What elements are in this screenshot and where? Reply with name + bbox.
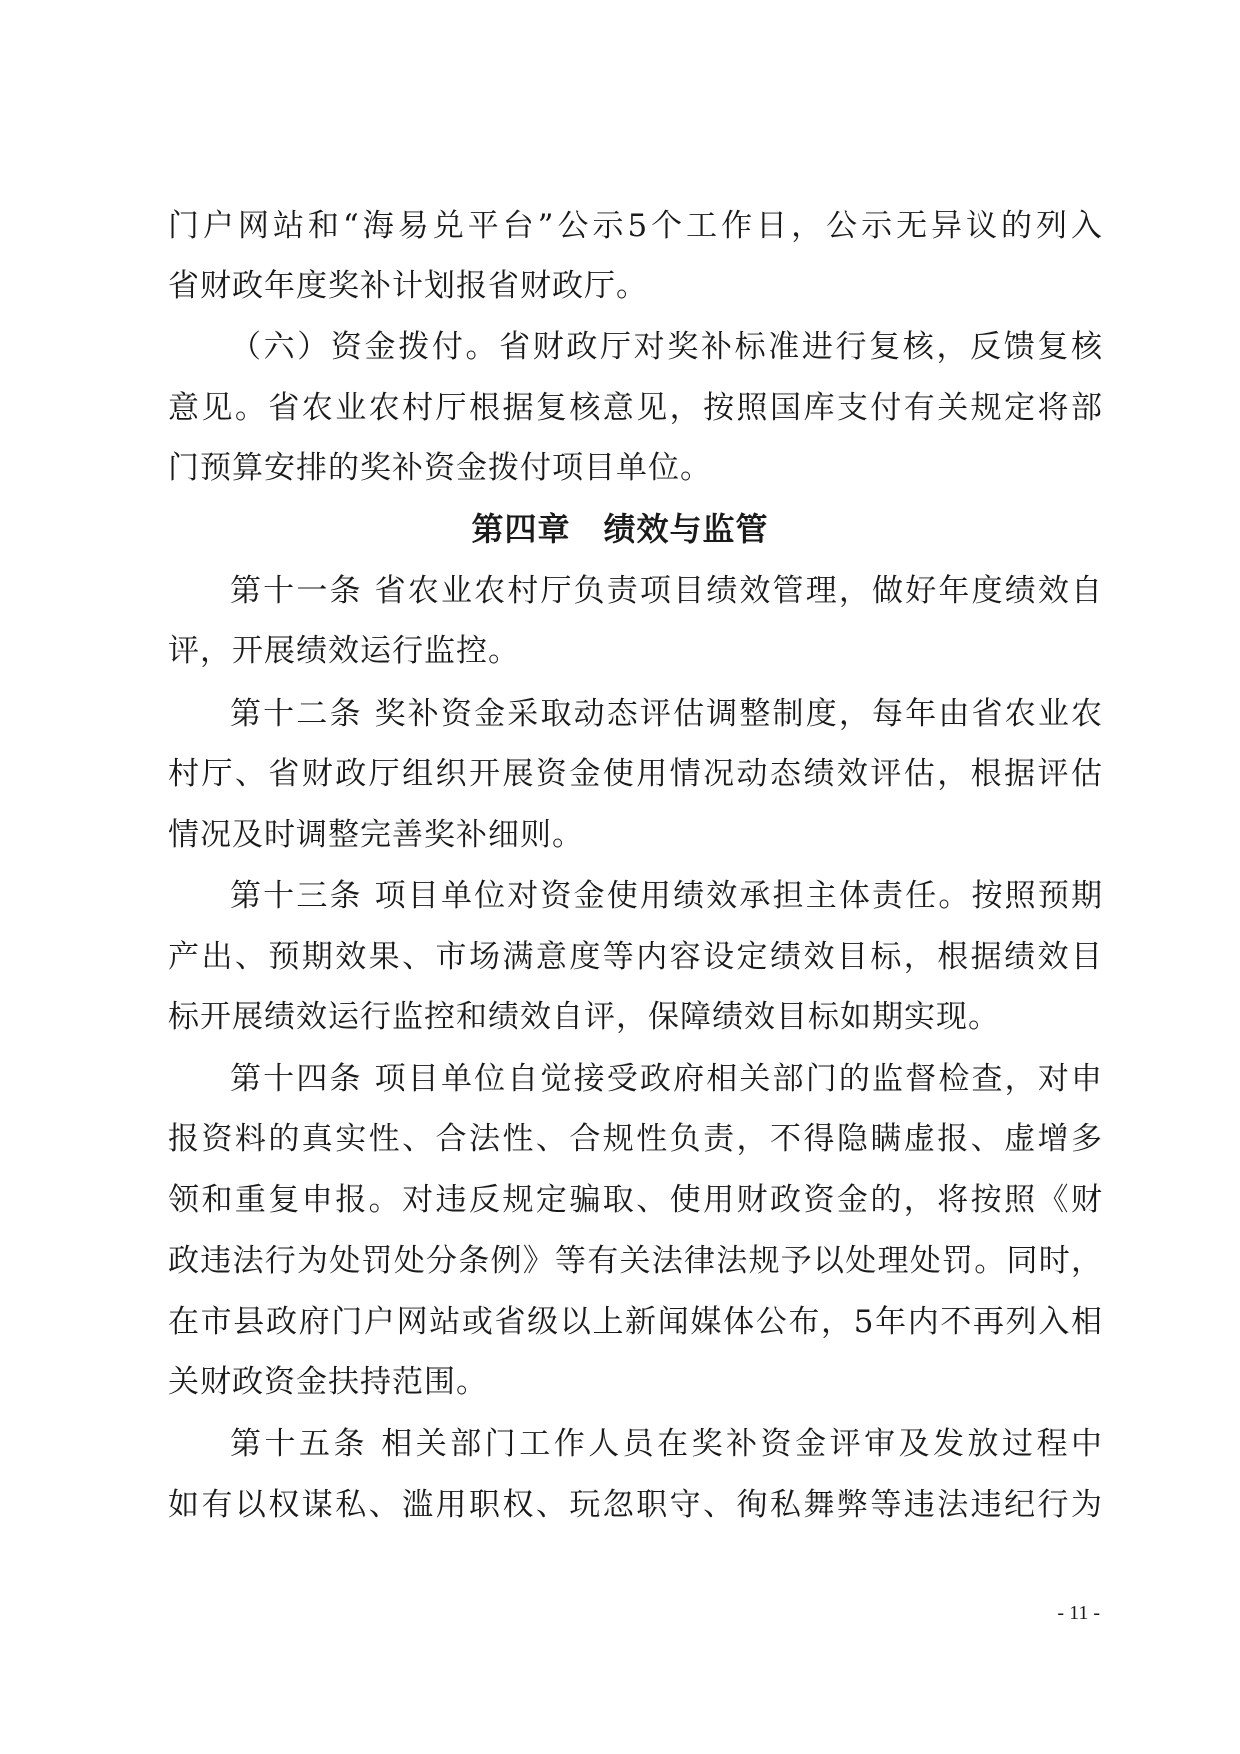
body-line: （六）资金拨付。省财政厅对奖补标准进行复核，反馈复核 [230, 329, 1103, 365]
body-line: 意见。省农业农村厅根据复核意见，按照国库支付有关规定将部 [168, 390, 1103, 426]
body-line: 关财政资金扶持范围。 [168, 1364, 488, 1400]
body-line: 门户网站和“海易兑平台”公示5个工作日，公示无异议的列入 [168, 208, 1103, 244]
body-line: 报资料的真实性、合法性、合规性负责，不得隐瞒虚报、虚增多 [168, 1121, 1103, 1157]
body-line: 第十一条 省农业农村厅负责项目绩效管理，做好年度绩效自 [230, 573, 1103, 609]
body-line: 如有以权谋私、滥用职权、玩忽职守、徇私舞弊等违法违纪行为 [168, 1487, 1103, 1523]
body-line: 标开展绩效运行监控和绩效自评，保障绩效目标如期实现。 [168, 999, 1000, 1035]
body-line: 第十五条 相关部门工作人员在奖补资金评审及发放过程中 [230, 1426, 1103, 1462]
body-line: 政违法行为处罚处分条例》等有关法律法规予以处理处罚。同时， [168, 1243, 1103, 1279]
body-line: 情况及时调整完善奖补细则。 [168, 817, 584, 853]
body-line: 第十二条 奖补资金采取动态评估调整制度，每年由省农业农 [230, 696, 1103, 732]
body-line: 村厅、省财政厅组织开展资金使用情况动态绩效评估，根据评估 [168, 756, 1103, 792]
page-number: - 11 - [1057, 1602, 1100, 1624]
body-line: 评，开展绩效运行监控。 [168, 633, 520, 669]
body-line: 产出、预期效果、市场满意度等内容设定绩效目标，根据绩效目 [168, 939, 1103, 975]
body-line: 门预算安排的奖补资金拨付项目单位。 [168, 450, 712, 486]
body-line: 省财政年度奖补计划报省财政厅。 [168, 268, 648, 304]
body-line: 第十四条 项目单位自觉接受政府相关部门的监督检查，对申 [230, 1061, 1103, 1097]
body-line: 领和重复申报。对违反规定骗取、使用财政资金的，将按照《财 [168, 1182, 1103, 1218]
chapter-heading: 第四章 绩效与监管 [471, 510, 769, 548]
body-line: 在市县政府门户网站或省级以上新闻媒体公布，5年内不再列入相 [168, 1304, 1103, 1340]
body-line: 第十三条 项目单位对资金使用绩效承担主体责任。按照预期 [230, 878, 1103, 914]
